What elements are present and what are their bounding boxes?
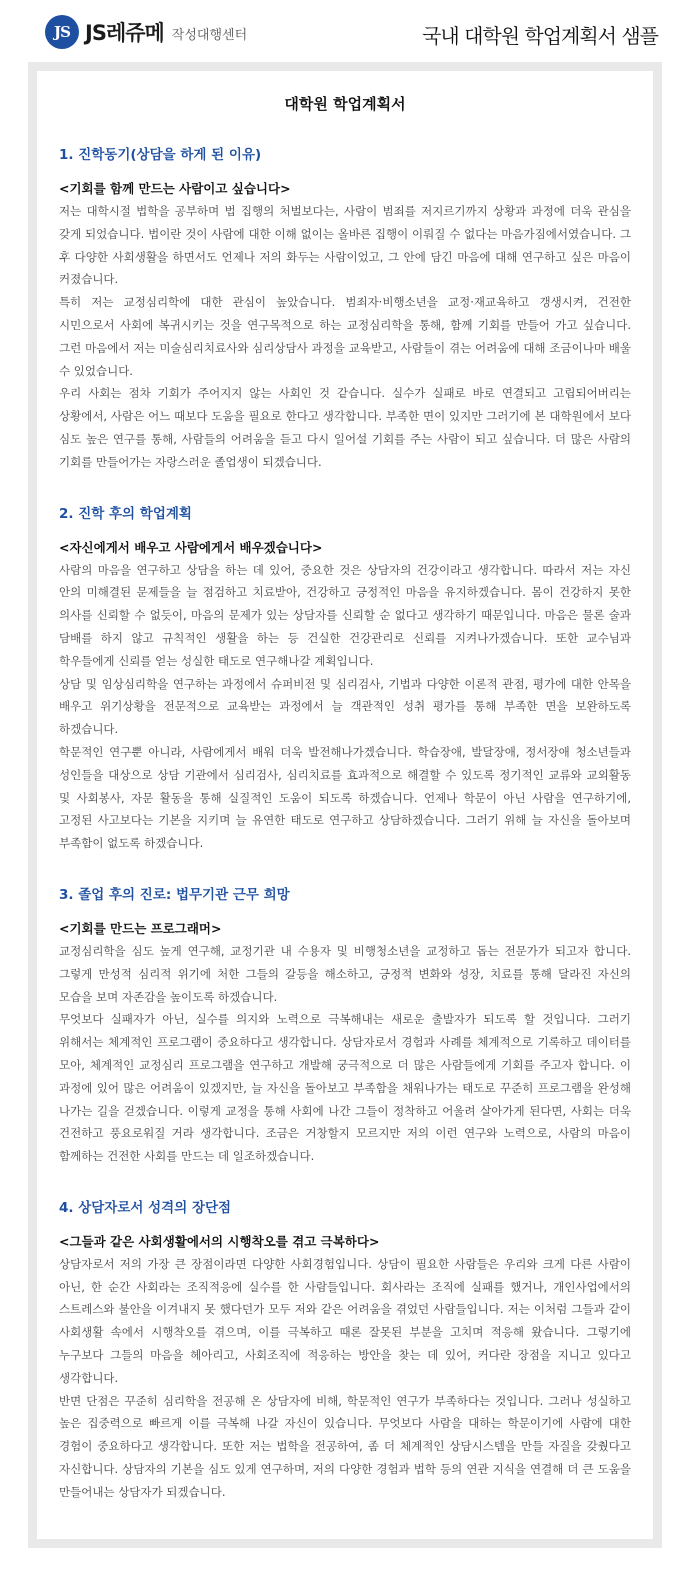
section-strengths-weaknesses	[59, 1198, 631, 1504]
section-subheading: <자신에게서 배우고 사람에게서 배우겠습니다>	[59, 539, 323, 555]
document-paper	[37, 71, 653, 1539]
section-motivation	[59, 145, 631, 474]
section-paragraph: 학문적인 연구뿐 아니라, 사람에게서 배워 더욱 발전해나가겠습니다. 학습장애, 발달장애, 정서장애 청소년들과 성인들을 대상으로 상담 기관에서 심리검사, 심리치료를 효과적으로 해결할 수 있도록 정기적인 교류와 교외활동 및 사회봉사, 자문 활동을 통해 실질적인 도움이 되도록 하겠습니다. 언제나 학문이 아닌 사람을 연구하기에, 고정된 사고보다는 기본을 지키며 늘 유연한 태도로 연구하고 상담하겠습니다. 그러기 위해 늘 자신을 돌아보며 부족함이 없도록 하겠습니다.	[59, 744, 631, 851]
section-subheading: <기회를 함께 만드는 사람이고 싶습니다>	[59, 181, 291, 196]
section-heading: 2. 진학 후의 학업계획	[59, 505, 192, 522]
section-heading: 1. 진학동기(상담을 하게 된 이유)	[59, 147, 262, 163]
section-paragraph: 특히 저는 교정심리학에 대한 관심이 높았습니다. 범죄자·비행소년을 교정·재교육하고 갱생시켜, 건전한 시민으로서 사회에 복귀시키는 것을 연구목적으로 하는 교정심리학을 통해, 함께 기회를 만들어 가고 싶습니다. 그런 마음에서 저는 미술심리치료사와 심리상담사 과정을 교육받고, 사람들이 겪는 어려움에 대해 조금이나마 배울 수 있었습니다.	[59, 295, 631, 378]
section-paragraph: 무엇보다 실패자가 아닌, 실수를 의지와 노력으로 극복해내는 새로운 출발자가 되도록 할 것입니다. 그러기 위해서는 체계적인 프로그램이 중요하다고 생각합니다. 상담자로서 경험과 사례를 체계적으로 기록하고 데이터를 모아, 체계적인 교정심리 프로그램을 연구하고 개발해 궁극적으로 더 많은 사람들에게 기회를 주고자 합니다. 이 과정에 있어 많은 어려움이 있겠지만, 늘 자신을 돌아보고 부족함을 채워나가는 태도로 꾸준히 프로그램을 완성해 나가는 길을 걷겠습니다. 이렇게 교정을 통해 사회에 나간 그들이 정착하고 어울려 살아가게 된다면, 사회는 더욱 건전하고 풍요로워질 거라 생각합니다. 조금은 거창할지 모르지만 저의 이런 연구와 노력으로, 사람의 마음이 함께하는 건전한 사회를 만드는 데 일조하겠습니다.	[59, 1012, 631, 1164]
logo[interactable]	[45, 15, 247, 49]
section-paragraph: 사람의 마음을 연구하고 상담을 하는 데 있어, 중요한 것은 상담자의 건강이라고 생각합니다. 따라서 저는 자신 안의 미해결된 문제들을 늘 점검하고 치료받아, 건강하고 긍정적인 마음을 유지하겠습니다. 몸이 건강하지 못한 의사를 신뢰할 수 없듯이, 마음의 문제가 있는 상담자를 신뢰할 순 없다고 생각하기 때문입니다. 마음은 물론 술과 담배를 하지 않고 규칙적인 생활을 하는 등 건실한 건강관리로 신뢰를 지켜나가겠습니다. 또한 교수님과 학우들에게 신뢰를 얻는 성실한 태도로 연구해나갈 계획입니다.	[59, 562, 631, 668]
section-study-plan	[59, 504, 631, 855]
section-paragraph: 상담자로서 저의 가장 큰 장점이라면 다양한 사회경험입니다. 상담이 필요한 사람들은 우리와 크게 다른 사람이 아닌, 한 순간 사회라는 조직적응에 실수를 한 사람들입니다. 회사라는 조직에 실패를 했거나, 개인사업에서의 스트레스와 불안을 이겨내지 못 했다던가 모두 저와 같은 어려움을 겪었던 사람들입니다. 저는 이처럼 그들과 같이 사회생활 속에서 시행착오를 겪으며, 이를 극복하고 때론 잘못된 부분을 고치며 적응해 왔습니다. 그렇기에 누구보다 그들의 마음을 헤아리고, 사회조직에 적응하는 방안을 찾는 데 있어, 커다란 장점을 지니고 있다고 생각합니다.	[59, 1256, 631, 1385]
header-title: 국내 대학원 학업계획서 샘플	[422, 24, 658, 48]
section-paragraph: 반면 단점은 꾸준히 심리학을 전공해 온 상담자에 비해, 학문적인 연구가 부족하다는 것입니다. 그러나 성실하고 높은 집중력으로 빠르게 이를 극복해 나갈 자신이 있습니다. 무엇보다 사람을 대하는 학문이기에 사람에 대한 경험이 중요하다고 생각합니다. 또한 저는 법학을 전공하여, 좀 더 체계적인 상담시스템을 만들 자질을 갖췄다고 자신합니다. 상담자의 기본을 심도 있게 연구하며, 저의 다양한 경험과 법학 등의 연관 지식을 연결해 더 큰 도움을 만들어내는 상담자가 되겠습니다.	[59, 1393, 631, 1499]
logo-subtitle: 작성대행센터	[171, 28, 248, 43]
section-paragraph: 상담 및 임상심리학을 연구하는 과정에서 슈퍼비전 및 심리검사, 기법과 다양한 이론적 관점, 평가에 대한 안목을 배우고 위기상황을 전문적으로 교육받는 과정에서 늘 객관적인 성취 평가를 통해 부족한 면을 보완하도록 하겠습니다.	[59, 676, 631, 737]
section-paragraph: 교정심리학을 심도 높게 연구해, 교정기관 내 수용자 및 비행청소년을 교정하고 돕는 전문가가 되고자 합니다. 그렇게 만성적 심리적 위기에 처한 그들의 갈등을 해소하고, 긍정적 변화와 성장, 치료를 통해 달라진 자신의 모습을 보며 자존감을 높이도록 하겠습니다.	[59, 943, 631, 1004]
document-title: 대학원 학업계획서	[284, 95, 406, 113]
logo-badge-icon: JS	[45, 15, 79, 49]
section-subheading: <기회를 만드는 프로그래머>	[59, 920, 222, 936]
section-paragraph: 우리 사회는 점차 기회가 주어지지 않는 사회인 것 같습니다. 실수가 실패로 바로 연결되고 고립되어버리는 상황에서, 사람은 어느 때보다 도움을 필요로 한다고 생각합니다. 부족한 면이 있지만 그러기에 본 대학원에서 보다 심도 높은 연구를 통해, 사람들의 어려움을 듣고 다시 일어설 기회를 주는 사람이 되고 싶습니다. 더 많은 사람의 기회를 만들어가는 자랑스러운 졸업생이 되겠습니다.	[59, 386, 631, 469]
section-heading: 4. 상담자로서 성격의 장단점	[59, 1199, 232, 1216]
section-heading: 3. 졸업 후의 진로: 법무기관 근무 희망	[59, 886, 290, 903]
section-subheading: <그들과 같은 사회생활에서의 시행착오를 겪고 극복하다>	[59, 1233, 380, 1249]
page-header	[0, 0, 700, 64]
logo-brand: JS레쥬메	[85, 21, 164, 45]
section-paragraph: 저는 대학시절 법학을 공부하며 법 집행의 처벌보다는, 사람이 범죄를 저지르기까지 상황과 과정에 더욱 관심을 갖게 되었습니다. 법이란 것이 사람에 대한 이해 없이는 올바른 집행이 이뤄질 수 없다는 마음가짐에서였습니다. 그 후 다양한 사회생활을 하면서도 언제나 저의 화두는 사람이었고, 그 안에 담긴 마음에 대해 연구하고 싶은 마음이 커졌습니다.	[59, 204, 631, 287]
document-frame	[28, 62, 662, 1548]
section-career-path	[59, 885, 631, 1168]
